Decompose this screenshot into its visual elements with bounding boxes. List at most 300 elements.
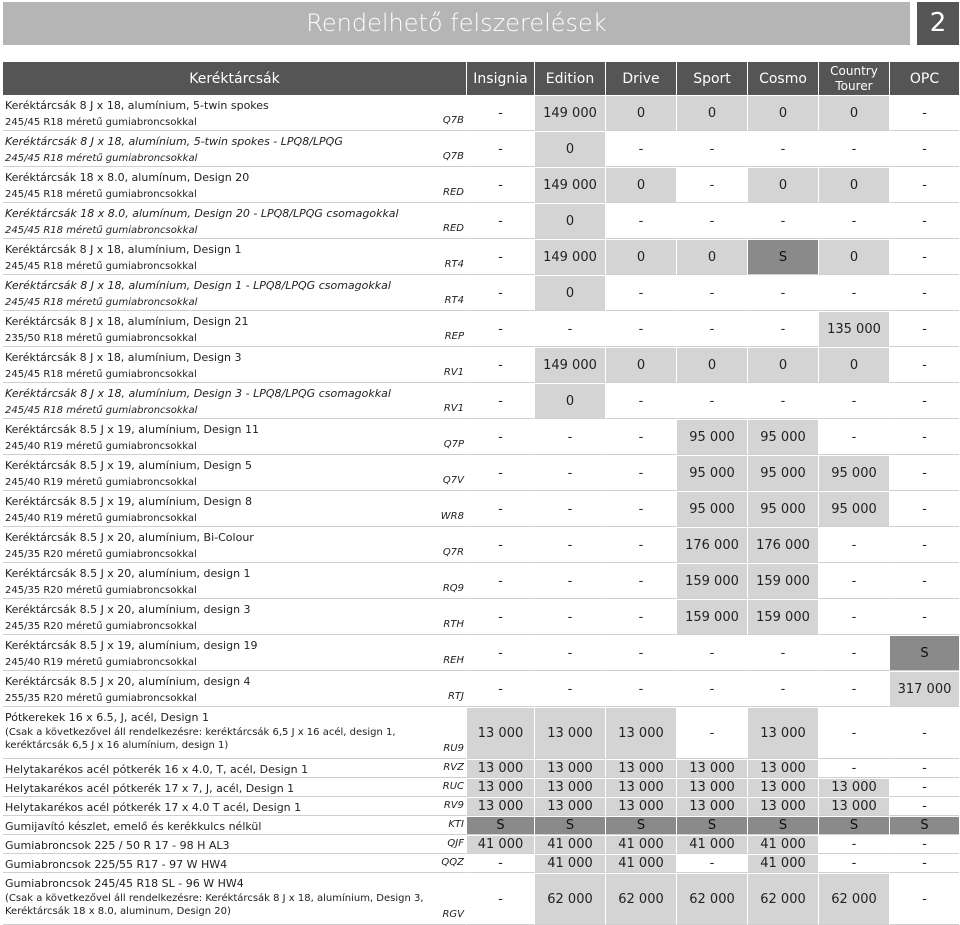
price-cell-edition: 62 000: [534, 873, 605, 925]
option-code: RVZ: [443, 762, 464, 773]
price-cell-sport: 13 000: [676, 778, 747, 797]
price-cell-opc: -: [889, 275, 959, 311]
price-cell-sport: -: [676, 671, 747, 707]
row-description-text: [3, 564, 466, 598]
price-cell-country-tourer: 13 000: [818, 778, 889, 797]
price-cell-opc: -: [889, 203, 959, 239]
price-cell-insignia: -: [466, 599, 534, 635]
price-cell-opc: -: [889, 759, 959, 778]
row-subtitle: (Csak a következővel áll rendelkezésre: keréktárcsák 6,5 J x 16 acél, design 1,: [5, 727, 396, 738]
price-cell-edition: 13 000: [534, 778, 605, 797]
row-description: [3, 275, 466, 311]
row-title: Keréktárcsák 8 J x 18, alumínium, 5-twin spokes - LPQ8/LPQG: [5, 135, 343, 148]
price-cell-edition: -: [534, 455, 605, 491]
price-cell-edition: 41 000: [534, 854, 605, 873]
price-cell-insignia: -: [466, 167, 534, 203]
price-cell-sport: 159 000: [676, 599, 747, 635]
option-code: RGV: [442, 909, 464, 920]
price-cell-sport: -: [676, 131, 747, 167]
row-description: [3, 131, 466, 167]
price-cell-insignia: -: [466, 419, 534, 455]
row-description-text: [3, 96, 466, 130]
option-code: RQ9: [442, 583, 464, 594]
row-title: Pótkerekek 16 x 6.5, J, acél, Design 1: [5, 711, 209, 724]
table-row: [3, 707, 959, 759]
option-code: WR8: [440, 511, 464, 522]
price-cell-country-tourer: -: [818, 635, 889, 671]
option-code: RED: [443, 187, 464, 198]
price-cell-cosmo: 0: [747, 347, 818, 383]
price-cell-drive: -: [605, 383, 676, 419]
row-title: Keréktárcsák 18 x 8.0, alumínum, Design 20: [5, 171, 250, 184]
price-cell-drive: -: [605, 275, 676, 311]
price-cell-insignia: 13 000: [466, 797, 534, 816]
price-cell-country-tourer: 0: [818, 167, 889, 203]
row-description: [3, 563, 466, 599]
option-code: RTH: [443, 619, 464, 630]
price-cell-insignia: -: [466, 527, 534, 563]
price-cell-insignia: -: [466, 873, 534, 925]
row-subtitle: 245/45 R18 méretű gumiabroncsokkal: [5, 117, 197, 128]
price-cell-insignia: -: [466, 635, 534, 671]
row-title: Keréktárcsák 8 J x 18, alumínium, Design 3: [5, 351, 242, 364]
price-cell-edition: 149 000: [534, 95, 605, 131]
row-description-text: [3, 168, 466, 202]
price-cell-opc: -: [889, 854, 959, 873]
price-cell-drive: 0: [605, 167, 676, 203]
price-cell-drive: 13 000: [605, 707, 676, 759]
column-header-line: Country: [830, 63, 878, 78]
row-description: [3, 95, 466, 131]
table-row: [3, 635, 959, 671]
price-cell-sport: -: [676, 203, 747, 239]
price-cell-country-tourer: 95 000: [818, 491, 889, 527]
price-cell-edition: S: [534, 816, 605, 835]
price-cell-sport: 159 000: [676, 563, 747, 599]
row-description: [3, 759, 466, 778]
table-row: [3, 203, 959, 239]
row-title: Keréktárcsák 8 J x 18, alumínium, Design 21: [5, 315, 249, 328]
row-title: Gumiabroncsok 225/55 R17 - 97 W HW4: [5, 858, 228, 871]
price-cell-country-tourer: -: [818, 854, 889, 873]
row-subtitle: 245/40 R19 méretű gumiabroncsokkal: [5, 657, 197, 668]
row-description-text: [3, 779, 466, 796]
price-cell-cosmo: 62 000: [747, 873, 818, 925]
row-description: [3, 491, 466, 527]
row-description-text: [3, 672, 466, 706]
price-cell-sport: 0: [676, 347, 747, 383]
price-cell-insignia: -: [466, 95, 534, 131]
row-title: Helytakarékos acél pótkerék 17 x 4.0 T acél, Design 1: [5, 801, 302, 814]
row-subtitle: 245/45 R18 méretű gumiabroncsokkal: [5, 261, 197, 272]
price-cell-insignia: 41 000: [466, 835, 534, 854]
price-cell-cosmo: -: [747, 671, 818, 707]
row-description-text: [3, 528, 466, 562]
price-cell-opc: -: [889, 455, 959, 491]
price-cell-drive: 13 000: [605, 778, 676, 797]
row-title: Keréktárcsák 8.5 J x 19, alumínium, Design 11: [5, 423, 260, 436]
row-description: [3, 778, 466, 797]
row-title: Keréktárcsák 8 J x 18, alumínium, 5-twin spokes: [5, 99, 269, 112]
price-cell-country-tourer: 0: [818, 95, 889, 131]
price-cell-drive: -: [605, 131, 676, 167]
price-cell-opc: -: [889, 491, 959, 527]
price-cell-edition: 0: [534, 275, 605, 311]
row-title: Keréktárcsák 8.5 J x 20, alumínium, design 3: [5, 603, 251, 616]
row-description-text: [3, 420, 466, 454]
price-cell-sport: 95 000: [676, 491, 747, 527]
row-description-text: [3, 276, 466, 310]
row-title: Keréktárcsák 8.5 J x 20, alumínium, design 4: [5, 675, 251, 688]
row-description-text: [3, 348, 466, 382]
option-code: QJF: [447, 838, 464, 849]
price-cell-sport: 95 000: [676, 455, 747, 491]
row-description-text: [3, 836, 466, 853]
price-cell-insignia: -: [466, 491, 534, 527]
price-cell-sport: 13 000: [676, 797, 747, 816]
price-cell-opc: -: [889, 131, 959, 167]
row-description: [3, 797, 466, 816]
price-cell-country-tourer: S: [818, 816, 889, 835]
price-cell-cosmo: 0: [747, 167, 818, 203]
row-subtitle: 245/35 R20 méretű gumiabroncsokkal: [5, 621, 197, 632]
price-cell-opc: -: [889, 599, 959, 635]
price-cell-opc: -: [889, 239, 959, 275]
price-cell-cosmo: -: [747, 383, 818, 419]
price-cell-sport: S: [676, 816, 747, 835]
price-cell-opc: -: [889, 311, 959, 347]
price-cell-opc: -: [889, 383, 959, 419]
table-row: [3, 491, 959, 527]
row-title: Keréktárcsák 8 J x 18, alumínium, Design 1: [5, 243, 242, 256]
table-row: [3, 275, 959, 311]
price-cell-edition: 13 000: [534, 759, 605, 778]
row-title: Keréktárcsák 8.5 J x 19, alumínium, Design 5: [5, 459, 253, 472]
row-title: Helytakarékos acél pótkerék 17 x 7, J, acél, Design 1: [5, 782, 295, 795]
price-cell-drive: 0: [605, 95, 676, 131]
row-description: [3, 835, 466, 854]
row-title: Gumijavító készlet, emelő és kerékkulcs nélkül: [5, 820, 262, 833]
option-code: Q7B: [442, 115, 464, 126]
option-code: QQZ: [441, 857, 464, 868]
price-cell-drive: -: [605, 599, 676, 635]
price-cell-cosmo: -: [747, 311, 818, 347]
row-subtitle-continued: keréktárcsák 6,5 J x 16 alumínium, design 1): [5, 740, 229, 751]
price-cell-edition: 13 000: [534, 707, 605, 759]
price-cell-edition: -: [534, 635, 605, 671]
price-cell-edition: -: [534, 311, 605, 347]
price-cell-sport: -: [676, 167, 747, 203]
price-cell-country-tourer: -: [818, 671, 889, 707]
price-cell-cosmo: 176 000: [747, 527, 818, 563]
price-cell-country-tourer: 95 000: [818, 455, 889, 491]
row-description: [3, 239, 466, 275]
price-cell-country-tourer: -: [818, 203, 889, 239]
price-cell-cosmo: 95 000: [747, 491, 818, 527]
price-cell-country-tourer: 0: [818, 347, 889, 383]
table-row: [3, 95, 959, 131]
row-description-text: [3, 384, 466, 418]
price-cell-cosmo: -: [747, 275, 818, 311]
row-title: Helytakarékos acél pótkerék 16 x 4.0, T, acél, Design 1: [5, 763, 309, 776]
price-cell-drive: 13 000: [605, 759, 676, 778]
price-cell-insignia: -: [466, 131, 534, 167]
page-number: 2: [917, 2, 959, 45]
row-title: Keréktárcsák 8 J x 18, alumínium, Design 3 - LPQ8/LPQG csomagokkal: [5, 387, 391, 400]
table-header-row: [3, 62, 959, 95]
row-description: [3, 419, 466, 455]
row-description: [3, 203, 466, 239]
price-cell-opc: -: [889, 347, 959, 383]
row-description: [3, 873, 466, 925]
row-description-text: [3, 760, 466, 777]
price-cell-drive: -: [605, 527, 676, 563]
price-cell-drive: 0: [605, 347, 676, 383]
price-cell-drive: -: [605, 455, 676, 491]
table-row: [3, 816, 959, 835]
price-cell-drive: 0: [605, 239, 676, 275]
description-column-header: Keréktárcsák: [3, 62, 466, 95]
price-cell-drive: S: [605, 816, 676, 835]
price-cell-insignia: 13 000: [466, 707, 534, 759]
page-title: Rendelhető felszerelések: [306, 9, 607, 37]
price-cell-country-tourer: 135 000: [818, 311, 889, 347]
price-cell-country-tourer: -: [818, 383, 889, 419]
price-cell-drive: -: [605, 491, 676, 527]
price-cell-drive: -: [605, 311, 676, 347]
price-cell-sport: -: [676, 707, 747, 759]
price-cell-edition: 149 000: [534, 239, 605, 275]
row-description-text: [3, 708, 466, 758]
table-row: [3, 778, 959, 797]
price-cell-cosmo: -: [747, 635, 818, 671]
price-cell-opc: -: [889, 835, 959, 854]
price-cell-opc: -: [889, 563, 959, 599]
row-description: [3, 527, 466, 563]
row-subtitle: (Csak a következővel áll rendelkezésre: Keréktárcsák 8 J x 18, alumínium, Design 3,: [5, 893, 424, 904]
price-cell-cosmo: 159 000: [747, 563, 818, 599]
column-header-edition: Edition: [534, 62, 605, 95]
row-title: Gumiabroncsok 245/45 R18 SL - 96 W HW4: [5, 877, 244, 890]
row-title: Keréktárcsák 8.5 J x 20, alumínium, Bi-Colour: [5, 531, 254, 544]
row-subtitle: 245/45 R18 méretű gumiabroncsokkal: [5, 369, 197, 380]
option-code: RT4: [444, 295, 464, 306]
row-subtitle: 255/35 R20 méretű gumiabroncsokkal: [5, 693, 197, 704]
price-cell-drive: -: [605, 419, 676, 455]
price-cell-cosmo: 41 000: [747, 835, 818, 854]
column-header-sport: Sport: [676, 62, 747, 95]
price-cell-drive: 41 000: [605, 835, 676, 854]
price-cell-opc: -: [889, 167, 959, 203]
option-code: RUC: [442, 781, 464, 792]
row-subtitle-continued: Keréktárcsák 18 x 8.0, aluminum, Design 20): [5, 906, 231, 917]
header-bar: [3, 2, 910, 45]
price-cell-edition: 149 000: [534, 347, 605, 383]
table-row: [3, 311, 959, 347]
table-row: [3, 873, 959, 925]
option-code: RV1: [443, 403, 464, 414]
row-description: [3, 311, 466, 347]
price-cell-opc: -: [889, 778, 959, 797]
table-row: [3, 167, 959, 203]
price-cell-country-tourer: -: [818, 419, 889, 455]
price-cell-opc: -: [889, 873, 959, 925]
option-code: RV1: [443, 367, 464, 378]
price-cell-sport: -: [676, 383, 747, 419]
option-code: RV9: [443, 800, 464, 811]
row-subtitle: 245/45 R18 méretű gumiabroncsokkal: [5, 189, 197, 200]
price-cell-insignia: -: [466, 854, 534, 873]
price-cell-edition: 0: [534, 203, 605, 239]
price-cell-insignia: -: [466, 455, 534, 491]
row-description-text: [3, 817, 466, 834]
row-title: Keréktárcsák 8.5 J x 19, alumínium, design 19: [5, 639, 258, 652]
row-subtitle: 245/40 R19 méretű gumiabroncsokkal: [5, 441, 197, 452]
price-cell-country-tourer: 62 000: [818, 873, 889, 925]
row-title: Gumiabroncsok 225 / 50 R 17 - 98 H AL3: [5, 839, 230, 852]
row-title: Keréktárcsák 18 x 8.0, alumínum, Design 20 - LPQ8/LPQG csomagokkal: [5, 207, 399, 220]
row-subtitle: 245/45 R18 méretű gumiabroncsokkal: [5, 405, 198, 416]
price-cell-edition: -: [534, 671, 605, 707]
row-title: Keréktárcsák 8.5 J x 20, alumínium, design 1: [5, 567, 251, 580]
table-row: [3, 671, 959, 707]
price-cell-cosmo: 13 000: [747, 707, 818, 759]
price-cell-sport: 41 000: [676, 835, 747, 854]
price-cell-edition: 0: [534, 131, 605, 167]
price-cell-country-tourer: -: [818, 527, 889, 563]
price-cell-sport: -: [676, 311, 747, 347]
option-code: REP: [444, 331, 464, 342]
price-cell-insignia: 13 000: [466, 778, 534, 797]
price-cell-cosmo: 159 000: [747, 599, 818, 635]
row-description-text: [3, 204, 466, 238]
price-cell-opc: -: [889, 797, 959, 816]
table-row: [3, 383, 959, 419]
price-cell-sport: 13 000: [676, 759, 747, 778]
price-cell-cosmo: 95 000: [747, 455, 818, 491]
option-code: REH: [443, 655, 464, 666]
option-code: KTI: [448, 819, 464, 830]
table-row: [3, 131, 959, 167]
price-cell-edition: -: [534, 491, 605, 527]
price-cell-country-tourer: -: [818, 835, 889, 854]
column-header-drive: Drive: [605, 62, 676, 95]
table-row: [3, 419, 959, 455]
table-row: [3, 563, 959, 599]
row-subtitle: 245/45 R18 méretű gumiabroncsokkal: [5, 225, 198, 236]
row-description-text: [3, 874, 466, 924]
row-title: Keréktárcsák 8.5 J x 19, alumínium, Design 8: [5, 495, 253, 508]
price-cell-opc: -: [889, 95, 959, 131]
price-cell-insignia: S: [466, 816, 534, 835]
price-cell-cosmo: 13 000: [747, 759, 818, 778]
row-subtitle: 245/35 R20 méretű gumiabroncsokkal: [5, 549, 197, 560]
option-code: Q7P: [443, 439, 464, 450]
price-cell-sport: -: [676, 635, 747, 671]
price-cell-cosmo: 13 000: [747, 778, 818, 797]
row-description: [3, 383, 466, 419]
price-cell-edition: -: [534, 563, 605, 599]
row-description: [3, 707, 466, 759]
row-description: [3, 635, 466, 671]
price-cell-country-tourer: -: [818, 599, 889, 635]
price-cell-edition: 13 000: [534, 797, 605, 816]
option-code: RTJ: [447, 691, 464, 702]
row-description-text: [3, 456, 466, 490]
price-cell-country-tourer: 0: [818, 239, 889, 275]
price-cell-country-tourer: -: [818, 275, 889, 311]
price-cell-sport: 176 000: [676, 527, 747, 563]
price-cell-edition: 149 000: [534, 167, 605, 203]
price-cell-country-tourer: -: [818, 131, 889, 167]
price-cell-drive: -: [605, 671, 676, 707]
price-cell-opc: -: [889, 707, 959, 759]
option-code: Q7V: [442, 475, 464, 486]
price-cell-edition: -: [534, 599, 605, 635]
row-description: [3, 599, 466, 635]
price-cell-country-tourer: -: [818, 563, 889, 599]
row-description: [3, 671, 466, 707]
row-subtitle: 245/35 R20 méretű gumiabroncsokkal: [5, 585, 197, 596]
price-cell-sport: 62 000: [676, 873, 747, 925]
price-cell-drive: -: [605, 635, 676, 671]
table-row: [3, 239, 959, 275]
row-description-text: [3, 240, 466, 274]
price-cell-drive: 62 000: [605, 873, 676, 925]
price-cell-sport: -: [676, 854, 747, 873]
row-description-text: [3, 600, 466, 634]
price-cell-sport: 95 000: [676, 419, 747, 455]
price-cell-opc: -: [889, 419, 959, 455]
row-subtitle: 235/50 R18 méretű gumiabroncsokkal: [5, 333, 197, 344]
row-description-text: [3, 132, 466, 166]
price-cell-insignia: -: [466, 275, 534, 311]
price-cell-insignia: -: [466, 671, 534, 707]
option-code: RT4: [444, 259, 464, 270]
price-cell-insignia: -: [466, 383, 534, 419]
price-cell-drive: -: [605, 563, 676, 599]
price-cell-drive: 41 000: [605, 854, 676, 873]
equipment-table: [3, 62, 959, 925]
price-cell-sport: 0: [676, 239, 747, 275]
row-description: [3, 455, 466, 491]
option-code: Q7B: [442, 151, 464, 162]
row-description: [3, 854, 466, 873]
table-row: [3, 854, 959, 873]
table-row: [3, 527, 959, 563]
price-cell-insignia: 13 000: [466, 759, 534, 778]
table-row: [3, 599, 959, 635]
row-subtitle: 245/45 R18 méretű gumiabroncsokkal: [5, 153, 198, 164]
price-cell-sport: -: [676, 275, 747, 311]
price-cell-opc: -: [889, 527, 959, 563]
price-cell-insignia: -: [466, 239, 534, 275]
option-code: Q7R: [442, 547, 464, 558]
price-cell-drive: -: [605, 203, 676, 239]
row-subtitle: 245/45 R18 méretű gumiabroncsokkal: [5, 297, 198, 308]
price-cell-cosmo: -: [747, 203, 818, 239]
row-subtitle: 245/40 R19 méretű gumiabroncsokkal: [5, 513, 197, 524]
price-cell-edition: -: [534, 527, 605, 563]
price-cell-edition: 0: [534, 383, 605, 419]
row-description: [3, 167, 466, 203]
row-title: Keréktárcsák 8 J x 18, alumínium, Design 1 - LPQ8/LPQG csomagokkal: [5, 279, 391, 292]
price-cell-edition: -: [534, 419, 605, 455]
column-header-country-tourer: [818, 62, 889, 95]
table-row: [3, 455, 959, 491]
column-header-cosmo: Cosmo: [747, 62, 818, 95]
price-cell-cosmo: -: [747, 131, 818, 167]
